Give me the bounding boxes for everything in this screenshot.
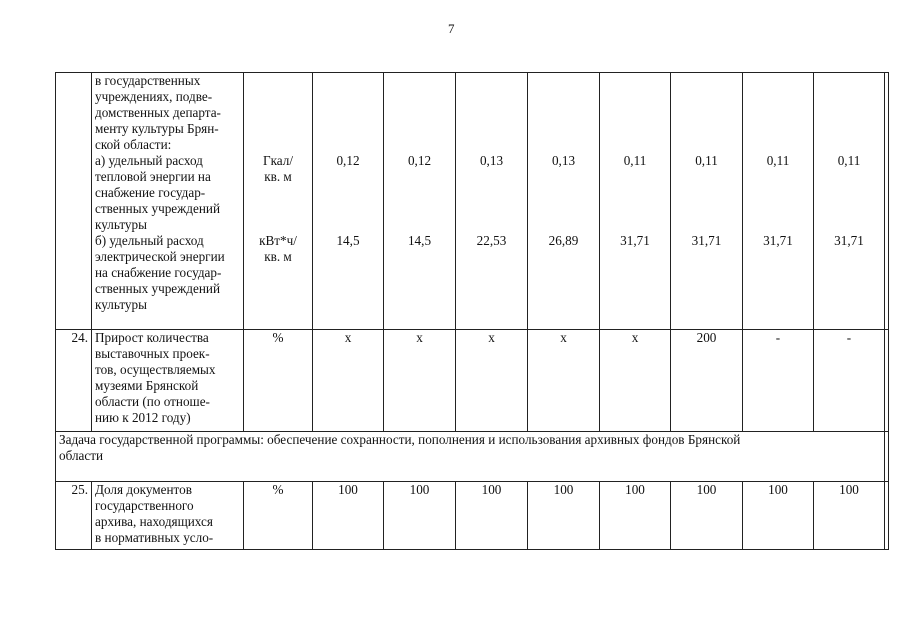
- indicator-name-cell: [92, 330, 244, 432]
- value-text: 0,11: [623, 153, 647, 168]
- table-row-23: [56, 73, 889, 330]
- edge-cell: [885, 432, 889, 482]
- indicator-text-line: тепловой энергии на: [95, 169, 211, 184]
- value-cell: -: [743, 330, 814, 432]
- indicator-text-line: музеями Брянской: [95, 378, 199, 393]
- value-cell: х: [528, 330, 600, 432]
- value-cell: [600, 73, 671, 330]
- edge-cell: [885, 482, 889, 550]
- table-row-24: [56, 330, 889, 432]
- indicator-text-line: архива, находящихся: [95, 514, 213, 529]
- value-text: 0,11: [766, 153, 790, 168]
- value-text: 0,11: [837, 153, 861, 168]
- value-cell: х: [313, 330, 384, 432]
- value-cell: 100: [384, 482, 456, 550]
- task-text-line: области: [59, 448, 104, 463]
- indicator-text-line: ской области:: [95, 137, 172, 152]
- indicator-text-line: электрической энергии: [95, 249, 225, 264]
- indicator-table: [55, 72, 889, 550]
- value-cell: [384, 73, 456, 330]
- value-cell: 100: [671, 482, 743, 550]
- value-cell: [743, 73, 814, 330]
- value-cell: [313, 73, 384, 330]
- indicator-text-line: б) удельный расход: [95, 233, 204, 248]
- value-text: 0,12: [336, 153, 360, 168]
- task-text-line: Задача государственной программы: обеспечение сохранности, пополнения и использования архивных фондов Брянской: [59, 432, 741, 447]
- row-number: 25.: [56, 482, 92, 550]
- value-cell: 100: [814, 482, 885, 550]
- task-heading: [56, 432, 885, 482]
- unit-text: Гкал/: [262, 153, 294, 168]
- edge-cell: [885, 73, 889, 330]
- unit-text: кВт*ч/: [259, 233, 297, 248]
- value-text: 0,11: [695, 153, 718, 168]
- indicator-text-line: домственных департа-: [95, 105, 221, 120]
- value-text: 0,13: [479, 153, 504, 168]
- row-number: 24.: [56, 330, 92, 432]
- value-cell: [671, 73, 743, 330]
- value-cell: х: [600, 330, 671, 432]
- value-cell: [456, 73, 528, 330]
- value-text: 31,71: [834, 233, 864, 248]
- row-number-cell: [56, 73, 92, 330]
- unit-cell: %: [244, 330, 313, 432]
- indicator-text-line: культуры: [95, 217, 147, 232]
- value-text: 31,71: [763, 233, 793, 248]
- indicator-text-line: Доля документов: [95, 482, 192, 497]
- indicator-text-line: менту культуры Брян-: [95, 121, 219, 136]
- value-text: 26,89: [548, 233, 579, 248]
- value-cell: 100: [743, 482, 814, 550]
- indicator-text-line: Прирост количества: [95, 330, 209, 345]
- value-text: 0,12: [407, 153, 432, 168]
- indicator-text-line: тов, осуществляемых: [95, 362, 216, 377]
- task-row: [56, 432, 889, 482]
- value-text: 31,71: [620, 233, 650, 248]
- indicator-text-line: в государственных: [95, 73, 201, 88]
- value-cell: [528, 73, 600, 330]
- edge-cell: [885, 330, 889, 432]
- indicator-text-line: ственных учреждений: [95, 281, 221, 296]
- value-cell: х: [456, 330, 528, 432]
- unit-cell: %: [244, 482, 313, 550]
- indicator-name-cell: [92, 482, 244, 550]
- value-text: 0,13: [551, 153, 576, 168]
- indicator-text-line: ственных учреждений: [95, 201, 221, 216]
- value-cell: -: [814, 330, 885, 432]
- indicator-text-line: снабжение государ-: [95, 185, 206, 200]
- indicator-text-line: культуры: [95, 297, 147, 312]
- value-cell: 100: [313, 482, 384, 550]
- unit-text: кв. м: [264, 169, 292, 184]
- value-text: 14,5: [336, 233, 360, 248]
- indicator-text-line: а) удельный расход: [95, 153, 203, 168]
- value-cell: х: [384, 330, 456, 432]
- value-cell: 100: [600, 482, 671, 550]
- value-cell: 100: [456, 482, 528, 550]
- value-cell: [814, 73, 885, 330]
- indicator-text-line: на снабжение государ-: [95, 265, 222, 280]
- indicator-text-line: нию к 2012 году): [95, 410, 191, 425]
- indicator-text-line: в нормативных усло-: [95, 530, 214, 545]
- indicator-text-line: государственного: [95, 498, 194, 513]
- unit-text: кв. м: [264, 249, 292, 264]
- indicator-text-line: области (по отноше-: [95, 394, 210, 409]
- table-row-25: [56, 482, 889, 550]
- unit-cell: [244, 73, 313, 330]
- value-text: 22,53: [476, 233, 507, 248]
- value-text: 14,5: [407, 233, 432, 248]
- indicator-name-cell: [92, 73, 244, 330]
- indicator-text-line: учреждениях, подве-: [95, 89, 213, 104]
- value-cell: 100: [528, 482, 600, 550]
- indicator-text-line: выставочных проек-: [95, 346, 210, 361]
- value-text: 31,71: [691, 233, 722, 248]
- value-cell: 200: [671, 330, 743, 432]
- page-number: 7: [448, 21, 455, 36]
